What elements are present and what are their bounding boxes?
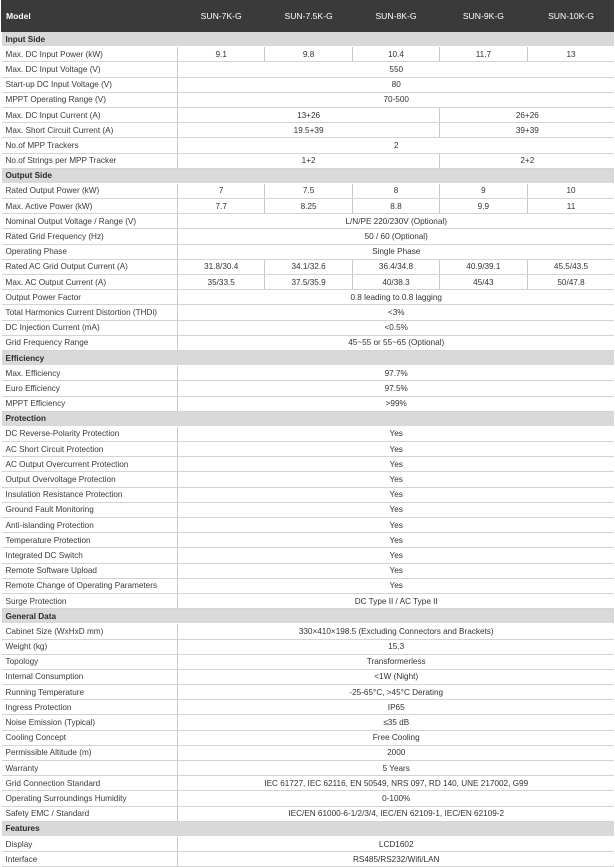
table-row bbox=[2, 92, 615, 107]
row-value: 97.7% bbox=[178, 366, 615, 381]
row-value: Yes bbox=[178, 578, 615, 593]
row-value: 50 / 60 (Optional) bbox=[178, 229, 615, 244]
row-label: DC Injection Current (mA) bbox=[2, 320, 178, 335]
row-label: Topology bbox=[2, 654, 178, 669]
row-value: Yes bbox=[178, 442, 615, 457]
section-title: Input Side bbox=[2, 32, 178, 47]
row-value: 5 Years bbox=[178, 761, 615, 776]
table-row bbox=[2, 229, 615, 244]
table-row bbox=[2, 654, 615, 669]
section-title: Features bbox=[2, 821, 178, 836]
row-label: Output Overvoltage Protection bbox=[2, 472, 178, 487]
table-row bbox=[2, 472, 615, 487]
section-header-row bbox=[2, 350, 615, 365]
table-row bbox=[2, 153, 615, 168]
header-model-sun-7-5k: SUN-7.5K-G bbox=[265, 0, 352, 32]
row-label: Cabinet Size (WxHxD mm) bbox=[2, 624, 178, 639]
table-row bbox=[2, 806, 615, 821]
section-fill bbox=[178, 32, 615, 47]
row-value: L/N/PE 220/230V (Optional) bbox=[178, 214, 615, 229]
row-label: Warranty bbox=[2, 761, 178, 776]
row-value: 9.9 bbox=[440, 199, 527, 214]
row-label: Total Harmonics Current Distortion (THDi) bbox=[2, 305, 178, 320]
row-label: MPPT Efficiency bbox=[2, 396, 178, 411]
row-value: 2000 bbox=[178, 745, 615, 760]
table-row bbox=[2, 578, 615, 593]
row-value: 40/38.3 bbox=[352, 275, 439, 290]
row-label: Rated Grid Frequency (Hz) bbox=[2, 229, 178, 244]
row-value: Single Phase bbox=[178, 244, 615, 259]
row-label: Euro Efficiency bbox=[2, 381, 178, 396]
row-value: 39+39 bbox=[440, 123, 615, 138]
row-label: Surge Protection bbox=[2, 593, 178, 608]
section-fill bbox=[178, 350, 615, 365]
row-value: 45/43 bbox=[440, 275, 527, 290]
row-label: Weight (kg) bbox=[2, 639, 178, 654]
table-row bbox=[2, 730, 615, 745]
table-row bbox=[2, 396, 615, 411]
row-label: Safety EMC / Standard bbox=[2, 806, 178, 821]
header-model-sun-10k: SUN-10K-G bbox=[527, 0, 614, 32]
row-label: Grid Frequency Range bbox=[2, 335, 178, 350]
table-body bbox=[2, 32, 615, 867]
row-value: IEC/EN 61000-6-1/2/3/4, IEC/EN 62109-1, IEC/EN 62109-2 bbox=[178, 806, 615, 821]
row-label: Anti-islanding Protection bbox=[2, 518, 178, 533]
row-label: Display bbox=[2, 836, 178, 851]
section-fill bbox=[178, 168, 615, 183]
row-value: 11.7 bbox=[440, 47, 527, 62]
table-row bbox=[2, 791, 615, 806]
row-value: 2 bbox=[178, 138, 615, 153]
table-row bbox=[2, 259, 615, 274]
row-value: LCD1602 bbox=[178, 836, 615, 851]
header-row bbox=[2, 0, 615, 32]
row-value: Yes bbox=[178, 518, 615, 533]
row-value: 50/47.8 bbox=[527, 275, 614, 290]
table-row bbox=[2, 442, 615, 457]
table-header bbox=[2, 0, 615, 32]
row-value: <0.5% bbox=[178, 320, 615, 335]
table-row bbox=[2, 487, 615, 502]
table-row bbox=[2, 518, 615, 533]
row-label: Integrated DC Switch bbox=[2, 548, 178, 563]
row-value: >99% bbox=[178, 396, 615, 411]
row-value: Yes bbox=[178, 487, 615, 502]
row-value: 7 bbox=[178, 183, 265, 198]
table-row bbox=[2, 593, 615, 608]
table-row bbox=[2, 836, 615, 851]
table-row bbox=[2, 624, 615, 639]
row-value: 31.8/30.4 bbox=[178, 259, 265, 274]
row-value: 9.1 bbox=[178, 47, 265, 62]
row-label: Max. DC Input Voltage (V) bbox=[2, 62, 178, 77]
row-value: <3% bbox=[178, 305, 615, 320]
row-label: Rated Output Power (kW) bbox=[2, 183, 178, 198]
table-row bbox=[2, 426, 615, 441]
table-row bbox=[2, 320, 615, 335]
section-header-row bbox=[2, 411, 615, 426]
row-value: 40.9/39.1 bbox=[440, 259, 527, 274]
row-label: Insulation Resistance Protection bbox=[2, 487, 178, 502]
table-row bbox=[2, 700, 615, 715]
table-row bbox=[2, 305, 615, 320]
row-value: DC Type II / AC Type II bbox=[178, 593, 615, 608]
header-model-sun-9k: SUN-9K-G bbox=[440, 0, 527, 32]
table-row bbox=[2, 366, 615, 381]
row-label: Max. DC Input Power (kW) bbox=[2, 47, 178, 62]
table-row bbox=[2, 123, 615, 138]
table-row bbox=[2, 457, 615, 472]
row-value: Yes bbox=[178, 426, 615, 441]
row-label: Ground Fault Monitoring bbox=[2, 502, 178, 517]
table-row bbox=[2, 138, 615, 153]
row-label: Rated AC Grid Output Current (A) bbox=[2, 259, 178, 274]
row-value: 2+2 bbox=[440, 153, 615, 168]
row-value: 0-100% bbox=[178, 791, 615, 806]
row-value: -25-65°C, >45°C Derating bbox=[178, 685, 615, 700]
row-value: Yes bbox=[178, 457, 615, 472]
row-label: Max. Active Power (kW) bbox=[2, 199, 178, 214]
table-row bbox=[2, 761, 615, 776]
table-row bbox=[2, 502, 615, 517]
table-row bbox=[2, 290, 615, 305]
row-value: 7.7 bbox=[178, 199, 265, 214]
row-value: Transformerless bbox=[178, 654, 615, 669]
row-value: 80 bbox=[178, 77, 615, 92]
table-row bbox=[2, 548, 615, 563]
row-value: 8.25 bbox=[265, 199, 352, 214]
row-value: 15.3 bbox=[178, 639, 615, 654]
table-row bbox=[2, 62, 615, 77]
row-value: Yes bbox=[178, 548, 615, 563]
row-value: 8.8 bbox=[352, 199, 439, 214]
header-model-sun-7k: SUN-7K-G bbox=[178, 0, 265, 32]
table-row bbox=[2, 77, 615, 92]
row-value: 9.8 bbox=[265, 47, 352, 62]
row-label: AC Output Overcurrent Protection bbox=[2, 457, 178, 472]
row-value: RS485/RS232/Wifi/LAN bbox=[178, 852, 615, 867]
row-label: No.of Strings per MPP Tracker bbox=[2, 153, 178, 168]
section-fill bbox=[178, 609, 615, 624]
table-row bbox=[2, 715, 615, 730]
row-label: Start-up DC Input Voltage (V) bbox=[2, 77, 178, 92]
row-value: 9 bbox=[440, 183, 527, 198]
row-label: Max. Efficiency bbox=[2, 366, 178, 381]
row-value: 7.5 bbox=[265, 183, 352, 198]
table-row bbox=[2, 669, 615, 684]
row-value: 26+26 bbox=[440, 107, 615, 122]
row-value: Yes bbox=[178, 533, 615, 548]
row-value: 45.5/43.5 bbox=[527, 259, 614, 274]
row-value: IEC 61727, IEC 62116, EN 50549, NRS 097, RD 140, UNE 217002, G99 bbox=[178, 776, 615, 791]
section-header-row bbox=[2, 32, 615, 47]
row-label: Max. DC Input Current (A) bbox=[2, 107, 178, 122]
section-header-row bbox=[2, 821, 615, 836]
row-value: Yes bbox=[178, 472, 615, 487]
table-row bbox=[2, 776, 615, 791]
table-row bbox=[2, 199, 615, 214]
row-label: Max. AC Output Current (A) bbox=[2, 275, 178, 290]
row-label: DC Reverse-Polarity Protection bbox=[2, 426, 178, 441]
table-row bbox=[2, 107, 615, 122]
header-model-label: Model bbox=[2, 0, 178, 32]
row-value: Yes bbox=[178, 563, 615, 578]
table-row bbox=[2, 214, 615, 229]
row-value: 550 bbox=[178, 62, 615, 77]
section-header-row bbox=[2, 609, 615, 624]
row-value: 45~55 or 55~65 (Optional) bbox=[178, 335, 615, 350]
table-row bbox=[2, 381, 615, 396]
row-value: 10.4 bbox=[352, 47, 439, 62]
table-row bbox=[2, 745, 615, 760]
row-value: 35/33.5 bbox=[178, 275, 265, 290]
row-label: Noise Emission (Typical) bbox=[2, 715, 178, 730]
table-row bbox=[2, 47, 615, 62]
row-label: Remote Software Upload bbox=[2, 563, 178, 578]
row-label: Remote Change of Operating Parameters bbox=[2, 578, 178, 593]
section-title: Output Side bbox=[2, 168, 178, 183]
row-value: 13+26 bbox=[178, 107, 440, 122]
row-label: No.of MPP Trackers bbox=[2, 138, 178, 153]
row-label: Nominal Output Voltage / Range (V) bbox=[2, 214, 178, 229]
table-row bbox=[2, 183, 615, 198]
row-value: 10 bbox=[527, 183, 614, 198]
row-value: 11 bbox=[527, 199, 614, 214]
row-label: Output Power Factor bbox=[2, 290, 178, 305]
row-label: AC Short Circuit Protection bbox=[2, 442, 178, 457]
row-label: Operating Surroundings Humidity bbox=[2, 791, 178, 806]
table-row bbox=[2, 244, 615, 259]
spec-table bbox=[1, 0, 614, 867]
row-label: Max. Short Circuit Current (A) bbox=[2, 123, 178, 138]
row-value: 1+2 bbox=[178, 153, 440, 168]
row-label: MPPT Operating Range (V) bbox=[2, 92, 178, 107]
section-title: Efficiency bbox=[2, 350, 178, 365]
row-label: Temperature Protection bbox=[2, 533, 178, 548]
row-value: 34.1/32.6 bbox=[265, 259, 352, 274]
table-row bbox=[2, 275, 615, 290]
section-fill bbox=[178, 821, 615, 836]
row-value: 8 bbox=[352, 183, 439, 198]
row-value: 97.5% bbox=[178, 381, 615, 396]
row-label: Ingress Protection bbox=[2, 700, 178, 715]
row-label: Permissible Altitude (m) bbox=[2, 745, 178, 760]
table-row bbox=[2, 639, 615, 654]
row-value: 13 bbox=[527, 47, 614, 62]
table-row bbox=[2, 563, 615, 578]
table-row bbox=[2, 335, 615, 350]
section-fill bbox=[178, 411, 615, 426]
row-value: 0.8 leading to 0.8 lagging bbox=[178, 290, 615, 305]
row-label: Interface bbox=[2, 852, 178, 867]
section-header-row bbox=[2, 168, 615, 183]
row-label: Cooling Concept bbox=[2, 730, 178, 745]
row-value: ≤35 dB bbox=[178, 715, 615, 730]
row-value: 37.5/35.9 bbox=[265, 275, 352, 290]
table-row bbox=[2, 852, 615, 867]
header-model-sun-8k: SUN-8K-G bbox=[352, 0, 439, 32]
row-label: Internal Consumption bbox=[2, 669, 178, 684]
row-value: 19.5+39 bbox=[178, 123, 440, 138]
row-label: Running Temperature bbox=[2, 685, 178, 700]
table-row bbox=[2, 685, 615, 700]
row-value: 330×410×198.5 (Excluding Connectors and Brackets) bbox=[178, 624, 615, 639]
row-value: 70-500 bbox=[178, 92, 615, 107]
table-row bbox=[2, 533, 615, 548]
row-label: Grid Connection Standard bbox=[2, 776, 178, 791]
row-value: Yes bbox=[178, 502, 615, 517]
row-value: IP65 bbox=[178, 700, 615, 715]
section-title: General Data bbox=[2, 609, 178, 624]
section-title: Protection bbox=[2, 411, 178, 426]
row-value: <1W (Night) bbox=[178, 669, 615, 684]
row-value: Free Cooling bbox=[178, 730, 615, 745]
row-label: Operating Phase bbox=[2, 244, 178, 259]
row-value: 36.4/34.8 bbox=[352, 259, 439, 274]
